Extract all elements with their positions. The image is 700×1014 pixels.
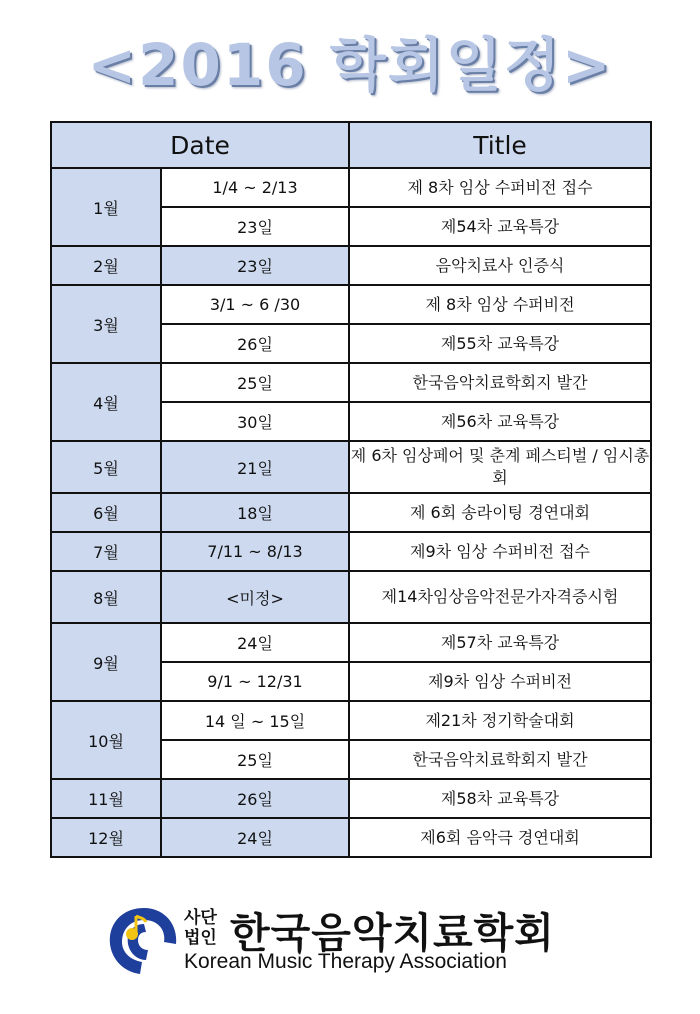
title-cell: 제54차 교육특강 — [349, 207, 651, 246]
music-head-logo-icon — [104, 904, 182, 976]
table-row — [51, 701, 651, 740]
table-row — [51, 571, 651, 623]
title-cell: 제14차임상음악전문가자격증시험 — [349, 571, 651, 623]
title-cell: 한국음악치료학회지 발간 — [349, 740, 651, 779]
title-cell: 제57차 교육특강 — [349, 623, 651, 662]
table-row — [51, 441, 651, 493]
org-type-label: 사단 법인 — [184, 908, 217, 948]
title-cell: 제21차 정기학술대회 — [349, 701, 651, 740]
month-cell: 2월 — [51, 246, 161, 285]
date-cell: 3/1 ~ 6 /30 — [161, 285, 349, 324]
month-cell: 5월 — [51, 441, 161, 493]
date-cell: <미정> — [161, 571, 349, 623]
month-cell: 6월 — [51, 493, 161, 532]
date-cell: 30일 — [161, 402, 349, 441]
date-cell: 9/1 ~ 12/31 — [161, 662, 349, 701]
date-cell: 18일 — [161, 493, 349, 532]
title-cell: 제9차 임상 수퍼비전 — [349, 662, 651, 701]
title-cell: 제58차 교육특강 — [349, 779, 651, 818]
table-row — [51, 493, 651, 532]
date-cell: 14 일 ~ 15일 — [161, 701, 349, 740]
month-cell: 1월 — [51, 168, 161, 246]
date-cell: 7/11 ~ 8/13 — [161, 532, 349, 571]
date-cell: 23일 — [161, 246, 349, 285]
title-cell: 제55차 교육특강 — [349, 324, 651, 363]
organization-logo — [104, 898, 604, 978]
header-date: Date — [51, 122, 349, 168]
org-name-english: Korean Music Therapy Association — [184, 950, 507, 973]
title-cell: 한국음악치료학회지 발간 — [349, 363, 651, 402]
title-cell: 제56차 교육특강 — [349, 402, 651, 441]
month-cell: 3월 — [51, 285, 161, 363]
date-cell: 1/4 ~ 2/13 — [161, 168, 349, 207]
title-cell: 제 8차 임상 수퍼비전 — [349, 285, 651, 324]
table-header-row — [51, 122, 651, 168]
month-cell: 12월 — [51, 818, 161, 857]
table-row — [51, 246, 651, 285]
month-cell: 7월 — [51, 532, 161, 571]
header-title: Title — [349, 122, 651, 168]
title-cell: 제 6차 임상페어 및 춘계 페스티벌 / 임시총회 — [349, 441, 651, 493]
month-cell: 9월 — [51, 623, 161, 701]
table-row — [51, 623, 651, 662]
title-cell: 음악치료사 인증식 — [349, 246, 651, 285]
title-cell: 제9차 임상 수퍼비전 접수 — [349, 532, 651, 571]
table-row — [51, 532, 651, 571]
table-row — [51, 779, 651, 818]
title-cell: 제6회 음악극 경연대회 — [349, 818, 651, 857]
date-cell: 26일 — [161, 779, 349, 818]
month-cell: 11월 — [51, 779, 161, 818]
org-name-korean: 한국음악치료학회 — [230, 909, 555, 957]
table-row — [51, 168, 651, 207]
date-cell: 25일 — [161, 740, 349, 779]
date-cell: 23일 — [161, 207, 349, 246]
date-cell: 24일 — [161, 623, 349, 662]
date-cell: 24일 — [161, 818, 349, 857]
schedule-table — [50, 121, 652, 858]
table-row — [51, 285, 651, 324]
title-cell: 제 8차 임상 수퍼비전 접수 — [349, 168, 651, 207]
table-row — [51, 818, 651, 857]
date-cell: 21일 — [161, 441, 349, 493]
month-cell: 4월 — [51, 363, 161, 441]
month-cell: 8월 — [51, 571, 161, 623]
page-title: <2016 학회일정> — [87, 31, 613, 99]
date-cell: 25일 — [161, 363, 349, 402]
month-cell: 10월 — [51, 701, 161, 779]
title-cell: 제 6회 송라이팅 경연대회 — [349, 493, 651, 532]
table-row — [51, 363, 651, 402]
date-cell: 26일 — [161, 324, 349, 363]
